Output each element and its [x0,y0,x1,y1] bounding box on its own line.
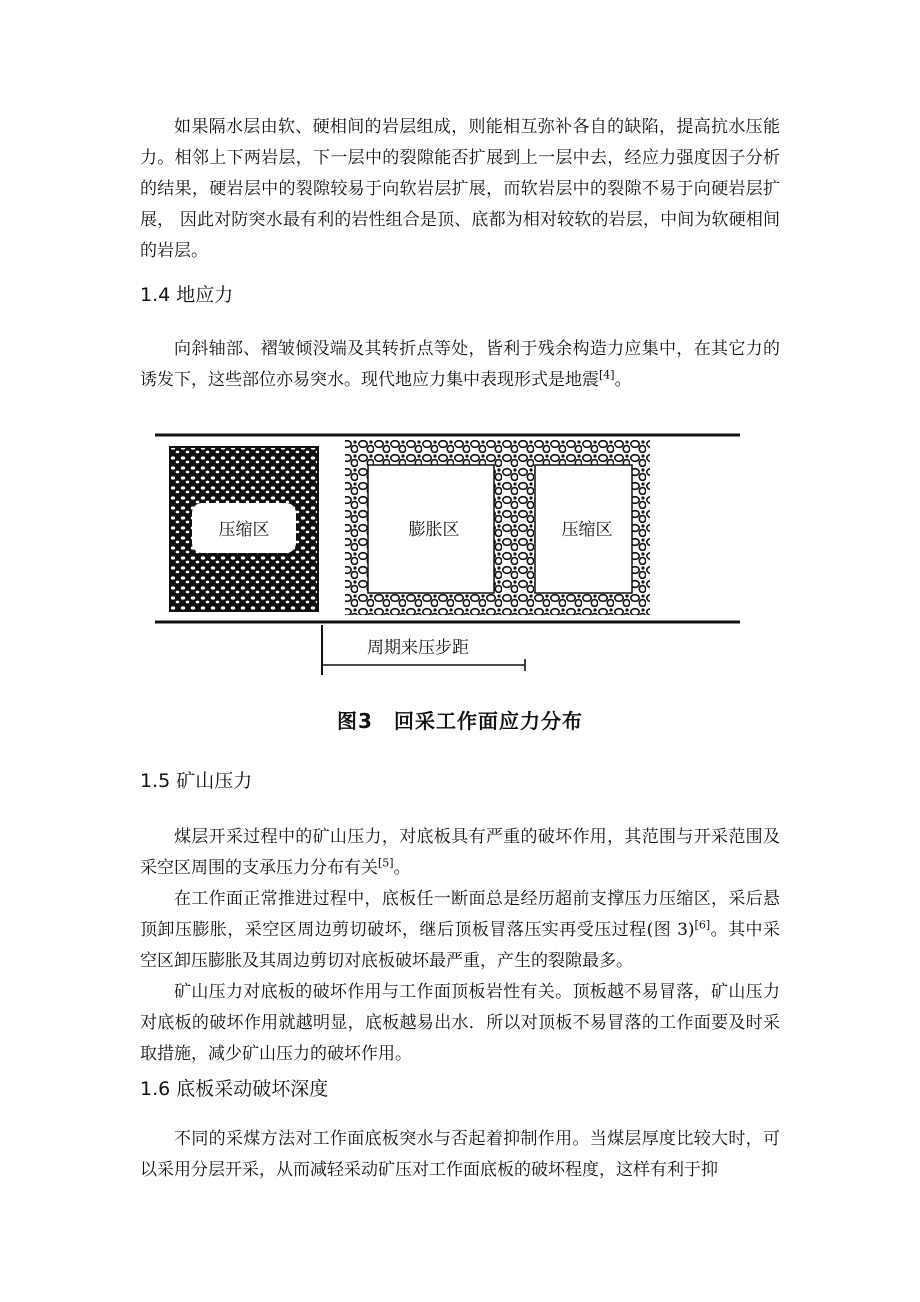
figure-caption: 图3 回采工作面应力分布 [337,709,583,733]
section-1-4-paragraph [140,334,780,396]
section-heading-1-4: 1.4 地应力 [140,284,234,306]
section-1-5-paragraph-2 [140,884,780,977]
citation-6: [6] [694,918,711,932]
section-1-5-paragraph-1 [140,822,780,884]
citation-4: [4] [599,368,615,382]
section-1-6-paragraph: 不同的采煤方法对工作面底板突水与否起着抑制作用。当煤层厚度比较大时，可以采用分层开采，从而减轻采动矿压对工作面底板的破坏程度，这样有利于抑 [140,1129,780,1180]
section-1-5-paragraph-3: 矿山压力对底板的破坏作用与工作面顶板岩性有关。顶板越不易冒落，矿山压力对底板的破坏作用就越明显，底板越易出水．所以对顶板不易冒落的工作面要及时采取措施，减少矿山压力的破坏作用。 [140,982,780,1064]
period-step-dimension [322,625,525,675]
figure-3-diagram [150,425,750,685]
citation-5: [5] [378,856,394,870]
section-heading-1-5: 1.5 矿山压力 [140,770,253,792]
p1-text: 煤层开采过程中的矿山压力，对底板具有严重的破坏作用，其范围与开采范围及采空区周围的支承压力分布有关 [140,827,780,878]
zone-label-left: 压缩区 [218,520,270,540]
section-1-4-tail: 。 [614,370,632,390]
compression-zone-left [170,447,318,611]
zone-label-right: 压缩区 [561,520,613,540]
intro-paragraph: 如果隔水层由软、硬相间的岩层组成，则能相互弥补各自的缺陷，提高抗水压能力。相邻上下两岩层，下一层中的裂隙能否扩展到上一层中去，经应力强度因子分析的结果，硬岩层中的裂隙较易于向软岩层扩展，而软岩层中的裂隙不易于向硬岩层扩展， 因此对防突水最有利的岩性组合是顶、底都为相对较软的岩层，中间为软硬相间的岩层。 [140,117,780,261]
p2-tail: 。其中采空区卸压膨胀及其周边剪切对底板破坏最严重，产生的裂隙最多。 [140,920,781,971]
section-1-4-text: 向斜轴部、褶皱倾没端及其转折点等处，皆利于残余构造力应集中，在其它力的诱发下，这些部位亦易突水。现代地应力集中表现形式是地震 [140,339,780,390]
expansion-zone [345,440,514,615]
section-heading-1-6: 1.6 底板采动破坏深度 [140,1078,329,1100]
p2-text: 在工作面正常推进过程中，底板任一断面总是经历超前支撑压力压缩区，采后悬顶卸压膨胀，采空区周边剪切破坏，继后顶板冒落压实再受压过程(图 3) [140,889,780,940]
stress-distribution-diagram [150,425,750,685]
p1-tail: 。 [393,858,411,878]
zone-label-middle: 膨胀区 [408,520,460,540]
compression-zone-right [514,440,650,615]
span-label: 周期来压步距 [367,638,469,658]
